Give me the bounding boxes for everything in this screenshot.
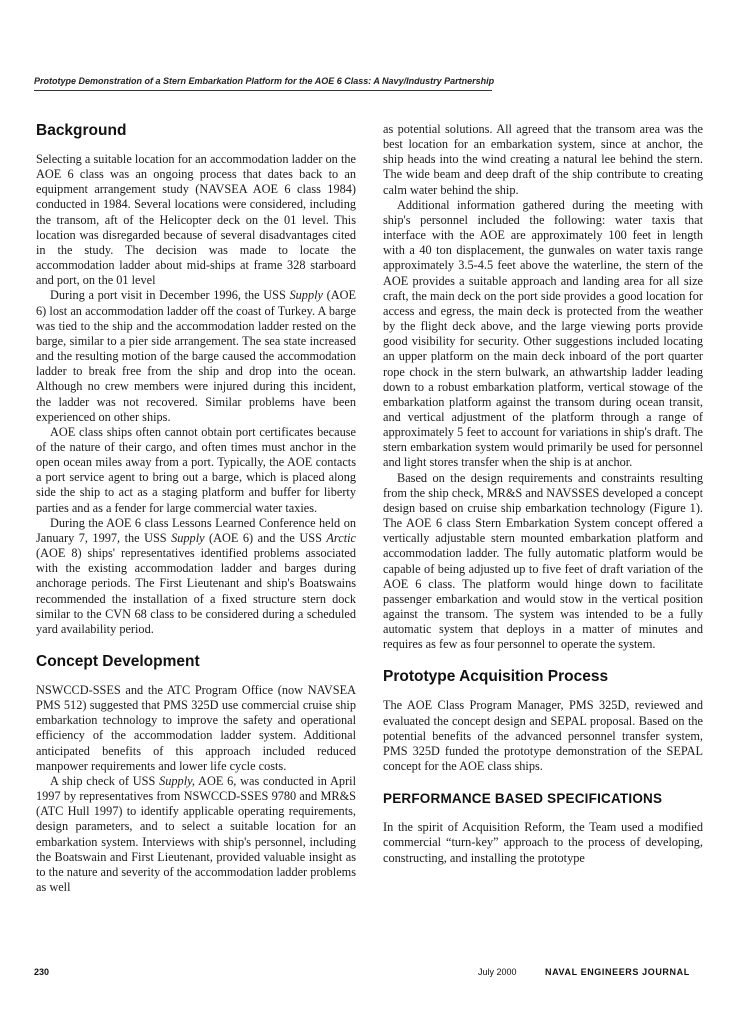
section-heading-prototype-acquisition: Prototype Acquisition Process	[383, 668, 609, 686]
section-heading-performance-specifications: PERFORMANCE BASED SPECIFICATIONS	[383, 791, 663, 807]
page-number: 230	[34, 967, 50, 977]
acquisition-paragraph-1: The AOE Class Program Manager, PMS 325D, reviewed and evaluated the concept design and SEPAL proposal. Based on the potential benefits of the advanced personnel transfer system, PMS 325D funded the prototype demonstration of the SEPAL concept for the AOE class ships.	[383, 698, 703, 774]
journal-name: NAVAL ENGINEERS JOURNAL	[545, 967, 690, 977]
concept-paragraph-2: A ship check of USS Supply, AOE 6, was conducted in April 1997 by representatives from NSWCCD-SSES 9780 and MR&S (ATC Hull 1997) to identify applicable operating requirements, design parameters, and to select a suitable location for an embarkation system. Interviews with ship's personnel, including the Boatswain and First Lieutenant, provided valuable insight as to the nature and severity of the accommodation ladder problems as well	[36, 773, 357, 895]
ship-name: Supply	[171, 530, 205, 545]
background-paragraph-4: During the AOE 6 class Lessons Learned Conference held on January 7, 1997, the USS Supply (AOE 6) and the USS Arctic (AOE 8) ships' representatives identified problems associated with the existing accommodation ladder and barges during anchorage periods. The First Lieutenant and ship's Boatswains recommended the installation of a fixed structure stern dock similar to the CVN 68 class to be considered during a scheduled yard availability period.	[36, 515, 356, 636]
background-paragraph-2: During a port visit in December 1996, the USS Supply (AOE 6) lost an accommodation ladder off the coast of Turkey. A barge was tied to the ship and the accommodation ladder rested on the barge, similar to a pier side arrangement. The sea state increased and the resulting motion of the barge caused the accommodation ladder to break free from the ship and drop into the ocean. Although no crew members were injured during this incident, the ladder was not recovered. Similar problems have been experienced on other ships.	[36, 288, 356, 424]
background-paragraph-3: AOE class ships often cannot obtain port certificates because of the nature of their cargo, and often times must anchor in the open ocean miles away from a port. Typically, the AOE contacts a port service agent to bring out a barge, which is placed along side the ship to act as a staging platform and buffer for liberty parties and as a fender for large commercial water taxies.	[36, 424, 356, 515]
concept-paragraph-4: Based on the design requirements and constraints resulting from the ship check, MR&S and NAVSSES developed a concept design based on cruise ship embarkation technology (Figure 1). The AOE 6 class Stern Embarkation System concept offered a vertically adjustable stern mounted embarkation platform and accommodation ladder. The fully automatic platform would be capable of being adjusted up to five feet of draft variation of the AOE 6 class. The platform would hinge down to facilitate passenger embarkation and would stow in the vertical position against the transom. The system was intended to be a fully automatic system that deploys in a matter of minutes and requires as few as four personnel to operate the system.	[383, 470, 703, 652]
ship-name: Arctic	[326, 530, 356, 545]
performance-paragraph-1: In the spirit of Acquisition Reform, the Team used a modified commercial “turn-key” approach to the process of developing, constructing, and installing the prototype	[383, 820, 703, 865]
right-column	[383, 122, 703, 866]
background-paragraph-1: Selecting a suitable location for an accommodation ladder on the AOE 6 class was an ongoing process that dates back to an equipment arrangement study (NAVSEA AOE 6 class 1984) conducted in 1984. Several locations were considered, including the transom, aft of the Helicopter deck on the 01 level. This location was disregarded because of several disadvantages cited in the study. The decision was made to locate the accommodation ladder about mid-ships at frame 328 starboard and port, on the 01 level	[36, 152, 356, 288]
concept-paragraph-3: Additional information gathered during the meeting with ship's personnel included the following: water taxis that interface with the AOE are approximately 100 feet in length with a 40 ton displacement, the gunwales on water taxis range approximately 3.5-4.5 feet above the waterline, the stern of the AOE provides a suitable approach and landing area for all size craft, the main deck on the port side provides a good location for access and egress, the main deck is protected from the weather by the flight deck above, and the large viewing ports provide good visibility for security. Other suggestions included locating an upper platform on the main deck inboard of the port quarter rope chock in the stern bulwark, an athwartship ladder leading down to a robust embarkation platform, vertical stowage of the embarkation platform against the transom during ocean transit, and vertical adjustment of the platform through a range of approximately 5 feet to account for variations in ship's draft. The stern embarkation system would primarily be used for personnel and light stores transfer when the ship is at anchor.	[383, 197, 703, 470]
header-rule	[34, 90, 492, 91]
ship-name: Supply,	[159, 773, 195, 788]
section-heading-concept-development: Concept Development	[36, 653, 200, 670]
issue-date: July 2000	[478, 967, 517, 977]
concept-paragraph-1: NSWCCD-SSES and the ATC Program Office (now NAVSEA PMS 512) suggested that PMS 325D use commercial cruise ship embarkation technology to improve the safety and operational efficiency of the accommodation ladder system. Additional anticipated benefits of this approach included reduced manpower requirements and lower life cycle costs.	[36, 683, 356, 773]
concept-paragraph-2-continued: as potential solutions. All agreed that the transom area was the best location for an embarkation system, since at anchor, the ship heads into the wind creating a natural lee behind the stern. The wide beam and deep draft of the ship contribute to creating calm water behind the ship.	[383, 122, 703, 197]
section-heading-background: Background	[36, 122, 127, 139]
left-column	[36, 122, 356, 895]
running-head-title: Prototype Demonstration of a Stern Embarkation Platform for the AOE 6 Class: A Navy/Industry Partnership	[34, 76, 495, 86]
ship-name: Supply	[289, 288, 323, 303]
